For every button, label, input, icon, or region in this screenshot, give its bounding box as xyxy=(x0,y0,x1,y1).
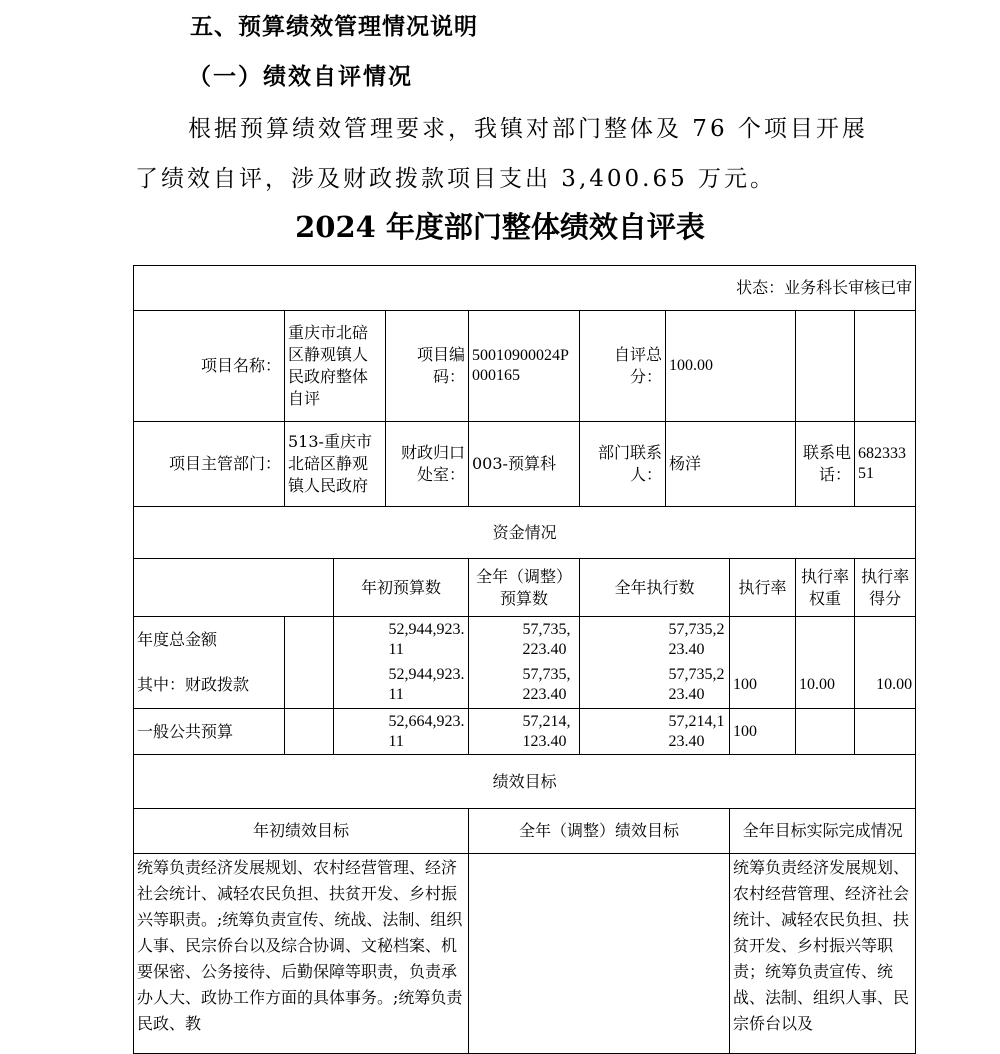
funds-row-label: 年度总金额 xyxy=(134,617,285,663)
dept-label: 项目主管部门： xyxy=(134,422,285,507)
empty-cell xyxy=(285,559,334,617)
contact-value: 杨洋 xyxy=(666,422,796,507)
phone-label: 联系电话： xyxy=(796,422,855,507)
table-title: 2024 年度部门整体绩效自评表 xyxy=(295,210,705,244)
project-name-value: 重庆市北碚区静观镇人民政府整体自评 xyxy=(285,311,386,422)
perf-section-header: 绩效目标 xyxy=(134,755,916,809)
empty-cell xyxy=(285,709,334,755)
project-code-label: 项目编码： xyxy=(386,311,469,422)
subsection-title: （一）绩效自评情况 xyxy=(188,63,413,90)
empty-cell xyxy=(580,617,666,663)
performance-evaluation-table xyxy=(133,265,916,1054)
empty-cell xyxy=(334,709,386,755)
empty-cell xyxy=(469,709,520,755)
funds-adjusted-value: 57,214,123.40 xyxy=(520,709,580,755)
funds-row-label: 一般公共预算 xyxy=(134,709,285,755)
funds-score-value xyxy=(855,617,916,663)
funds-rate-value xyxy=(730,617,796,663)
adjusted-goal-header: 全年（调整）绩效目标 xyxy=(469,809,730,854)
funds-initial-value: 52,664,923.11 xyxy=(386,709,469,755)
empty-cell xyxy=(796,311,855,422)
intro-paragraph xyxy=(135,104,895,204)
self-score-label: 自评总分： xyxy=(580,311,666,422)
empty-cell xyxy=(855,311,916,422)
dept-value: 513-重庆市北碚区静观镇人民政府 xyxy=(285,422,386,507)
funds-weight-value xyxy=(796,617,855,663)
exec-rate-header: 执行率 xyxy=(730,559,796,617)
funds-score-value xyxy=(855,709,916,755)
initial-goal-header: 年初绩效目标 xyxy=(134,809,469,854)
section-title: 五、预算绩效管理情况说明 xyxy=(190,14,478,40)
funds-score-value: 10.00 xyxy=(855,663,916,709)
funds-execution-value: 57,735,223.40 xyxy=(666,617,730,663)
actual-completion-text: 统筹负责经济发展规划、农村经营管理、经济社会统计、减轻农民负担、扶贫开发、乡村振兴等职责；统筹负责宣传、统战、法制、组织人事、民宗侨台以及 xyxy=(730,854,916,1054)
status-cell: 状态：业务科长审核已审 xyxy=(134,266,916,311)
adjusted-goal-text xyxy=(469,854,730,1054)
empty-cell xyxy=(334,617,386,663)
paragraph-line-1: 根据预算绩效管理要求，我镇对部门整体及 76 个项目开展 xyxy=(188,116,868,142)
exec-weight-header: 执行率权重 xyxy=(796,559,855,617)
actual-completion-header: 全年目标实际完成情况 xyxy=(730,809,916,854)
funds-section-header: 资金情况 xyxy=(134,507,916,559)
initial-budget-header: 年初预算数 xyxy=(334,559,469,617)
contact-label: 部门联系人： xyxy=(580,422,666,507)
adjusted-budget-header: 全年（调整）预算数 xyxy=(469,559,580,617)
empty-cell xyxy=(580,709,666,755)
empty-cell xyxy=(285,617,334,663)
finance-office-value: 003-预算科 xyxy=(469,422,580,507)
empty-cell xyxy=(469,617,520,663)
funds-execution-value: 57,735,223.40 xyxy=(666,663,730,709)
funds-execution-value: 57,214,123.40 xyxy=(666,709,730,755)
funds-rate-value: 100 xyxy=(730,709,796,755)
funds-rate-value: 100 xyxy=(730,663,796,709)
exec-score-header: 执行率得分 xyxy=(855,559,916,617)
empty-cell xyxy=(334,663,386,709)
funds-row-label: 其中：财政拨款 xyxy=(134,663,285,709)
funds-weight-value: 10.00 xyxy=(796,663,855,709)
execution-header: 全年执行数 xyxy=(580,559,730,617)
funds-initial-value: 52,944,923.11 xyxy=(386,663,469,709)
paragraph-line-2: 了绩效自评，涉及财政拨款项目支出 3,400.65 万元。 xyxy=(135,166,777,192)
funds-weight-value xyxy=(796,709,855,755)
funds-initial-value: 52,944,923.11 xyxy=(386,617,469,663)
empty-cell xyxy=(134,559,285,617)
empty-cell xyxy=(580,663,666,709)
self-score-value: 100.00 xyxy=(666,311,796,422)
empty-cell xyxy=(469,663,520,709)
phone-value: 68233351 xyxy=(855,422,916,507)
initial-goal-text: 统筹负责经济发展规划、农村经营管理、经济社会统计、减轻农民负担、扶贫开发、乡村振兴等职责。;统筹负责宣传、统战、法制、组织人事、民宗侨台以及综合协调、文秘档案、机要保密、公务接待、后勤保障等职责，负责承办人大、政协工作方面的具体事务。;统筹负责民政、教 xyxy=(134,854,469,1054)
empty-cell xyxy=(285,663,334,709)
funds-adjusted-value: 57,735,223.40 xyxy=(520,663,580,709)
finance-office-label: 财政归口处室： xyxy=(386,422,469,507)
project-name-label: 项目名称： xyxy=(134,311,285,422)
project-code-value: 50010900024P000165 xyxy=(469,311,580,422)
funds-adjusted-value: 57,735,223.40 xyxy=(520,617,580,663)
